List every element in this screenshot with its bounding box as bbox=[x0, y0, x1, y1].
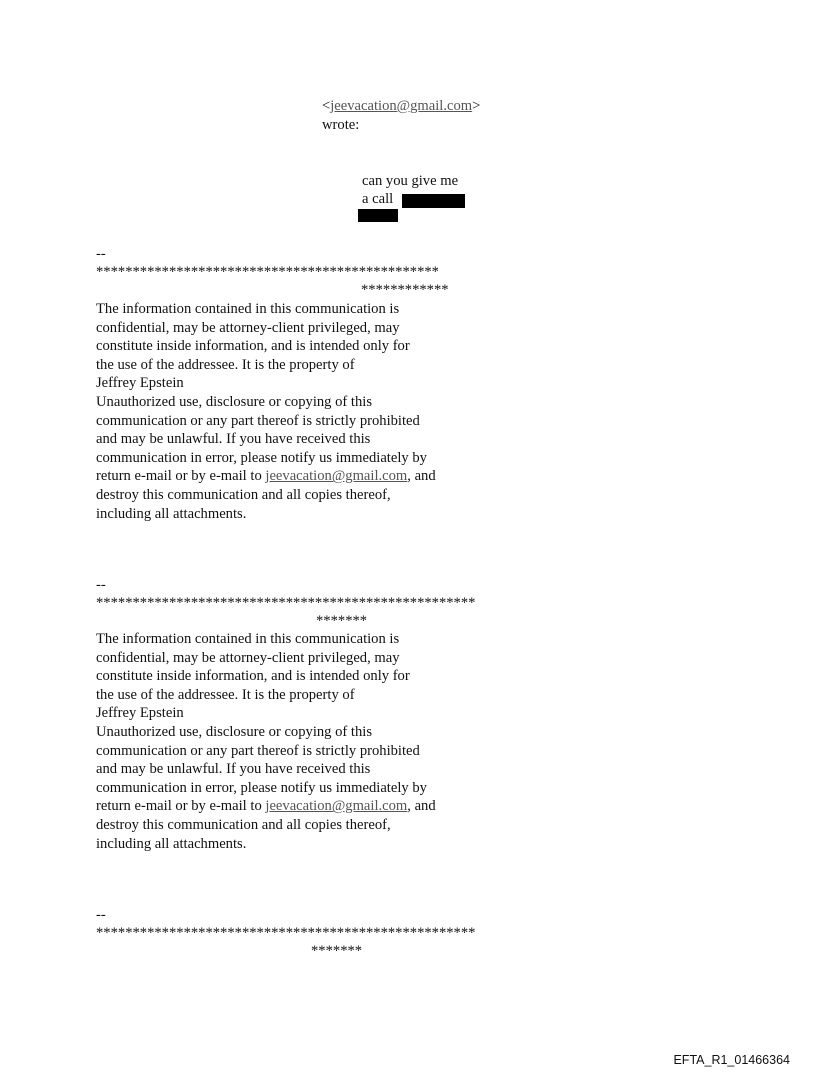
return-prefix: return e-mail or by e-mail to bbox=[96, 468, 266, 485]
return-email-link[interactable]: jeevacation@gmail.com bbox=[265, 468, 408, 485]
disclaimer-line: the use of the addressee. It is the property of bbox=[96, 686, 355, 703]
email-open-bracket: < bbox=[322, 98, 331, 114]
return-suffix: , and bbox=[407, 468, 436, 485]
separator-dash: -- bbox=[96, 577, 106, 593]
separator-dash: -- bbox=[96, 907, 106, 923]
return-email-link[interactable]: jeevacation@gmail.com bbox=[265, 798, 408, 815]
quoted-line-1: can you give me bbox=[362, 173, 459, 189]
return-prefix: return e-mail or by e-mail to bbox=[96, 798, 266, 815]
disclaimer-line: including all attachments. bbox=[96, 505, 247, 522]
disclaimer-line: Unauthorized use, disclosure or copying of this bbox=[96, 393, 373, 410]
disclaimer-line: destroy this communication and all copies thereof, bbox=[96, 816, 391, 833]
document-id: EFTA_R1_01466364 bbox=[673, 1053, 790, 1067]
disclaimer-line: the use of the addressee. It is the property of bbox=[96, 356, 355, 373]
disclaimer-line: communication in error, please notify us immediately by bbox=[96, 779, 427, 796]
confidentiality-disclaimer bbox=[96, 300, 556, 523]
disclaimer-line: including all attachments. bbox=[96, 835, 247, 852]
disclaimer-line: communication or any part thereof is strictly prohibited bbox=[96, 742, 420, 759]
separator-stars-continued: ******* bbox=[311, 943, 363, 959]
separator-stars: **************************************************** bbox=[96, 595, 476, 611]
disclaimer-line: communication in error, please notify us immediately by bbox=[96, 449, 427, 466]
disclaimer-line: Jeffrey Epstein bbox=[96, 705, 184, 722]
disclaimer-return-line bbox=[96, 797, 556, 816]
separator-stars-continued: ************ bbox=[361, 282, 449, 298]
disclaimer-line: Jeffrey Epstein bbox=[96, 375, 184, 392]
separator-stars-continued: ******* bbox=[316, 613, 368, 629]
sender-email-line bbox=[322, 97, 480, 116]
return-suffix: , and bbox=[407, 798, 436, 815]
disclaimer-line: The information contained in this communication is bbox=[96, 631, 400, 647]
disclaimer-line: communication or any part thereof is strictly prohibited bbox=[96, 412, 420, 429]
disclaimer-line: confidential, may be attorney-client privileged, may bbox=[96, 319, 400, 336]
disclaimer-line: confidential, may be attorney-client privileged, may bbox=[96, 649, 400, 666]
separator-stars: *********************************************** bbox=[96, 264, 439, 280]
confidentiality-disclaimer bbox=[96, 630, 556, 853]
sender-email-link[interactable]: jeevacation@gmail.com bbox=[330, 98, 473, 114]
disclaimer-line: The information contained in this communication is bbox=[96, 301, 400, 317]
email-close-bracket: > bbox=[472, 98, 481, 114]
redaction-box bbox=[402, 194, 465, 208]
quoted-line-2-text: a call bbox=[362, 191, 394, 207]
separator-stars: **************************************************** bbox=[96, 925, 476, 941]
separator-dash: -- bbox=[96, 246, 106, 262]
disclaimer-line: destroy this communication and all copies thereof, bbox=[96, 486, 391, 503]
quoted-line-2 bbox=[362, 190, 393, 209]
redaction-box bbox=[358, 209, 398, 222]
disclaimer-line: Unauthorized use, disclosure or copying of this bbox=[96, 723, 373, 740]
disclaimer-line: and may be unlawful. If you have received this bbox=[96, 761, 371, 778]
disclaimer-line: constitute inside information, and is intended only for bbox=[96, 338, 410, 355]
wrote-label: wrote: bbox=[322, 117, 360, 133]
disclaimer-line: constitute inside information, and is intended only for bbox=[96, 668, 410, 685]
disclaimer-return-line bbox=[96, 467, 556, 486]
disclaimer-line: and may be unlawful. If you have received this bbox=[96, 431, 371, 448]
